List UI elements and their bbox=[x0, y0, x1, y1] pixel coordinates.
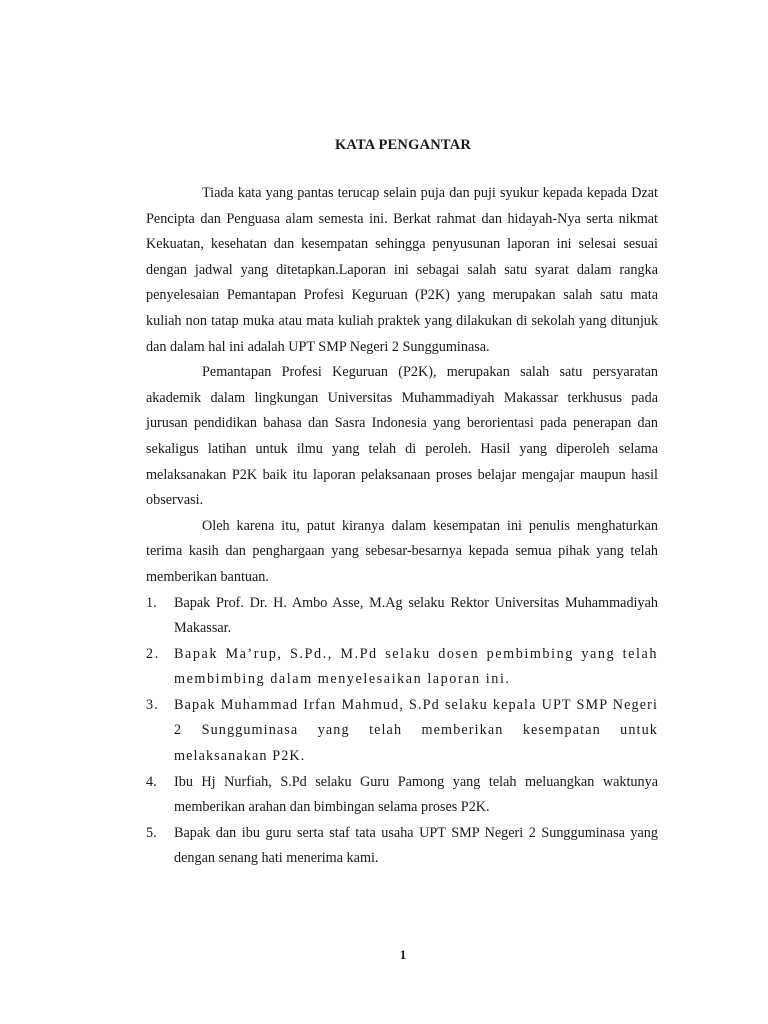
page-number: 1 bbox=[399, 947, 407, 962]
list-item bbox=[146, 693, 658, 770]
paragraph-opening: Tiada kata yang pantas terucap selain puja dan puji syukur kepada kepada Dzat Pencipta dan Penguasa alam semesta ini. Berkat rahmat dan hidayah-Nya serta nikmat Kekuatan, kesehatan dan kesempatan sehingga penyusunan laporan ini selesai sesuai dengan jadwal yang ditetapkan.Laporan ini sebagai salah satu syarat dalam rangka penyelesaian Pemantapan Profesi Keguruan (P2K) yang merupakan salah satu mata kuliah non tatap muka atau mata kuliah praktek yang dilakukan di sekolah yang ditunjuk dan dalam hal ini adalah UPT SMP Negeri 2 Sungguminasa. bbox=[146, 185, 658, 355]
list-item-number: 1. bbox=[146, 594, 157, 611]
list-item-number: 4. bbox=[146, 773, 157, 790]
list-item-text: Ibu Hj Nurfiah, S.Pd selaku Guru Pamong yang telah meluangkan waktunya memberikan arahan dan bimbingan selama proses P2K. bbox=[174, 773, 658, 816]
list-item-text: Bapak Muhammad Irfan Mahmud, S.Pd selaku kepala UPT SMP Negeri 2 Sungguminasa yang telah memberikan kesempatan untuk melaksanakan P2K. bbox=[174, 696, 658, 765]
list-item-number: 2. bbox=[146, 645, 160, 662]
acknowledgement-list bbox=[146, 591, 658, 873]
paragraph-p2k-description: Pemantapan Profesi Keguruan (P2K), merupakan salah satu persyaratan akademik dalam lingkungan Universitas Muhammadiyah Makassar terkhusus pada jurusan pendidikan bahasa dan Sasra Indonesia yang berorientasi pada penerapan dan sekaligus latihan untuk ilmu yang telah di peroleh. Hasil yang diperoleh selama melaksanakan P2K baik itu laporan pelaksanaan proses belajar mengajar maupun hasil observasi. bbox=[146, 364, 658, 509]
page-title: KATA PENGANTAR bbox=[334, 137, 472, 153]
list-item-number: 5. bbox=[146, 824, 157, 841]
list-item-text: Bapak dan ibu guru serta staf tata usaha UPT SMP Negeri 2 Sungguminasa yang dengan senang hati menerima kami. bbox=[174, 824, 658, 867]
list-item bbox=[146, 642, 658, 693]
list-item bbox=[146, 770, 658, 821]
document-body bbox=[146, 181, 658, 872]
list-item bbox=[146, 821, 658, 872]
list-item-number: 3. bbox=[146, 696, 159, 713]
list-item-text: Bapak Ma’rup, S.Pd., M.Pd selaku dosen pembimbing yang telah membimbing dalam menyelesaikan laporan ini. bbox=[174, 645, 658, 688]
paragraph-thanks: Oleh karena itu, patut kiranya dalam kesempatan ini penulis menghaturkan terima kasih dan penghargaan yang sebesar-besarnya kepada semua pihak yang telah memberikan bantuan. bbox=[146, 517, 658, 585]
list-item bbox=[146, 591, 658, 642]
list-item-text: Bapak Prof. Dr. H. Ambo Asse, M.Ag selaku Rektor Universitas Muhammadiyah Makassar. bbox=[174, 594, 658, 637]
